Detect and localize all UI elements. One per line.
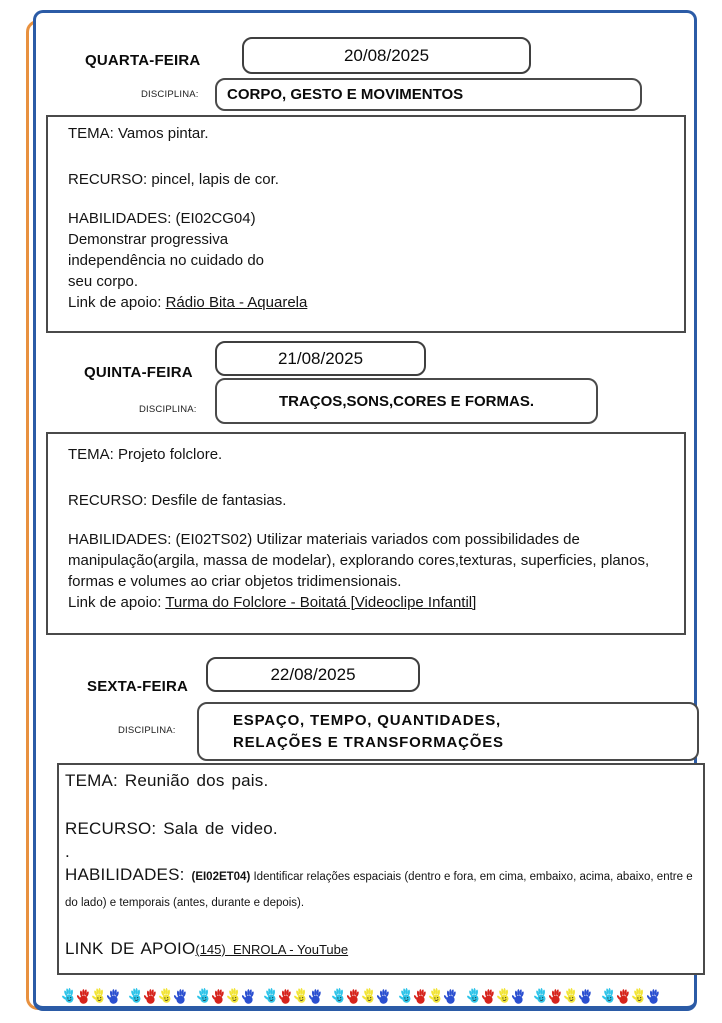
hand-icon xyxy=(75,986,91,1006)
hand-icon xyxy=(578,986,594,1006)
recurso-text: RECURSO: Sala de video. xyxy=(65,819,278,838)
tema-text: TEMA: Projeto folclore. xyxy=(68,446,223,463)
hand-icon xyxy=(308,986,324,1006)
date-value: 20/08/2025 xyxy=(343,45,430,65)
habilidades-line: Demonstrar progressiva xyxy=(68,231,229,248)
hand-icon xyxy=(443,986,459,1006)
hand-icon xyxy=(195,985,211,1006)
hand-icon xyxy=(600,985,616,1006)
spacer xyxy=(68,511,664,529)
link-de-apoio-link[interactable]: (145) ENROLA - YouTube xyxy=(195,942,349,957)
hand-icon xyxy=(90,985,106,1006)
habilidades-block xyxy=(65,863,697,912)
hand-icon xyxy=(143,986,159,1006)
content-box-quinta xyxy=(46,432,686,635)
habilidades-desc: Identificar relações espaciais (dentro e fora, em cima, embaixo, acima, abaixo, entre e do lado) e temporais (antes, durante e depois). xyxy=(65,871,693,909)
spacer xyxy=(65,792,697,817)
hand-icon xyxy=(413,986,429,1006)
recurso-text: RECURSO: Desfile de fantasias. xyxy=(68,492,287,509)
hand-icon xyxy=(293,985,309,1006)
hand-icon xyxy=(60,985,76,1006)
habilidades-text: HABILIDADES: (EI02TS02) Utilizar materiais variados com possibilidades de manipulação(argila, massa de modelar), explorando cores,texturas, superficies, planos, formas e volumes ao criar objetos tridimensionais. xyxy=(68,531,650,590)
link-line xyxy=(65,937,697,961)
hand-icon xyxy=(345,986,361,1006)
hands-border xyxy=(45,981,677,1005)
hand-icon xyxy=(210,986,226,1006)
hand-icon xyxy=(533,985,549,1006)
spacer xyxy=(68,190,664,208)
link-label: Link de apoio: xyxy=(68,594,166,611)
disciplina-label: DISCIPLINA: xyxy=(139,404,197,415)
link-de-apoio-link[interactable]: Turma do Folclore - Boitatá [Videoclipe Infantil] xyxy=(165,594,477,611)
link-label: Link de apoio: xyxy=(68,294,166,311)
hand-icon xyxy=(510,986,526,1006)
link-line xyxy=(68,292,664,313)
hand-icon xyxy=(360,985,376,1006)
hand-icon xyxy=(263,985,279,1006)
hand-icon xyxy=(480,986,496,1006)
hand-icon xyxy=(375,986,391,1006)
date-value: 21/08/2025 xyxy=(277,348,364,368)
disciplina-name: TRAÇOS,SONS,CORES E FORMAS. xyxy=(278,392,535,410)
disciplina-name-line2: RELAÇÕES E TRANSFORMAÇÕES xyxy=(233,733,504,751)
stray-dot: . xyxy=(65,842,70,861)
date-box-quinta xyxy=(215,341,426,376)
hand-icon xyxy=(173,986,189,1006)
habilidades-code: (EI02ET04) xyxy=(191,871,254,883)
content-box-quarta xyxy=(46,115,686,333)
tema-text: TEMA: Vamos pintar. xyxy=(68,125,209,142)
hand-icon xyxy=(398,985,414,1006)
day-label-quarta: QUARTA-FEIRA xyxy=(85,52,201,69)
disciplina-box-sexta xyxy=(197,702,699,761)
disciplina-box-quarta xyxy=(215,78,642,111)
disciplina-label: DISCIPLINA: xyxy=(141,89,199,100)
habilidades-line: seu corpo. xyxy=(68,273,139,290)
disciplina-label: DISCIPLINA: xyxy=(118,725,176,736)
disciplina-box-quinta xyxy=(215,378,598,424)
habilidades-label: HABILIDADES: xyxy=(65,865,192,884)
hand-icon xyxy=(225,985,241,1006)
hand-icon xyxy=(630,985,646,1006)
hand-icon xyxy=(105,986,121,1006)
spacer xyxy=(68,465,664,490)
spacer xyxy=(68,144,664,169)
day-label-quinta: QUINTA-FEIRA xyxy=(84,364,193,381)
disciplina-name-line1: ESPAÇO, TEMPO, QUANTIDADES, xyxy=(233,711,502,729)
tema-text: TEMA: Reunião dos pais. xyxy=(65,771,269,790)
hand-icon xyxy=(428,985,444,1006)
hand-icon xyxy=(240,986,256,1006)
date-value: 22/08/2025 xyxy=(270,664,356,684)
hand-icon xyxy=(548,986,564,1006)
hand-icon xyxy=(158,985,174,1006)
hand-icon xyxy=(563,985,579,1006)
hand-icon xyxy=(495,985,511,1006)
habilidades-line: independência no cuidado do xyxy=(68,252,265,269)
spacer xyxy=(65,912,697,937)
hand-icon xyxy=(645,986,661,1006)
disciplina-name: CORPO, GESTO E MOVIMENTOS xyxy=(227,86,464,103)
hand-icon xyxy=(128,985,144,1006)
recurso-text: RECURSO: pincel, lapis de cor. xyxy=(68,171,279,188)
date-box-quarta xyxy=(242,37,531,74)
link-line xyxy=(68,592,664,613)
hand-icon xyxy=(615,986,631,1006)
hand-icon xyxy=(278,986,294,1006)
date-box-sexta xyxy=(206,657,420,692)
link-de-apoio-link[interactable]: Rádio Bita - Aquarela xyxy=(165,294,308,311)
day-label-sexta: SEXTA-FEIRA xyxy=(87,678,189,695)
link-label: LINK DE APOIO xyxy=(65,939,196,958)
hand-icon xyxy=(330,985,346,1006)
content-box-sexta xyxy=(57,763,705,975)
habilidades-line: HABILIDADES: (EI02CG04) xyxy=(68,210,256,227)
hand-icon xyxy=(465,985,481,1006)
